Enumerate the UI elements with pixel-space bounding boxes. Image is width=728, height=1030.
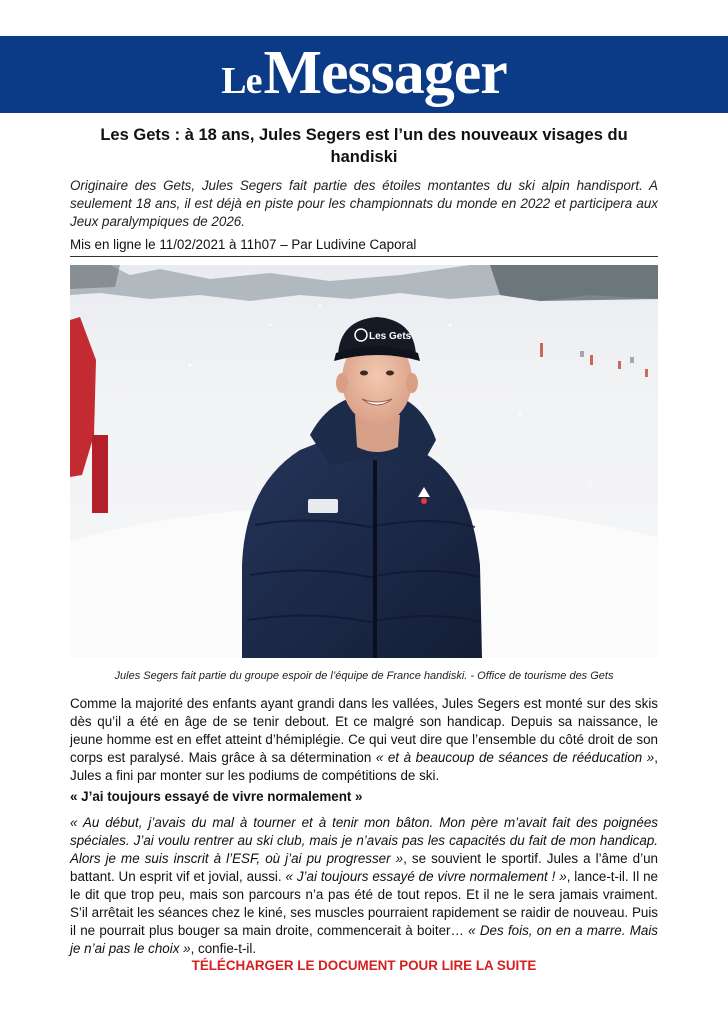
paragraph-2-quote-1: « Au début, j’avais du mal à tourner et à tenir mon bâton. Mon père m’avait fait des poignées spéciales. J’ai voulu rentrer au ski club, mais je n’avais pas les capacités du fait de mon handicap. Alors je me suis inscrit à l’ESF, où j’ai pu progresser » [70, 815, 658, 866]
article-headline: Les Gets : à 18 ans, Jules Segers est l’un des nouveaux visages du handiski [100, 126, 628, 166]
article-lede: Originaire des Gets, Jules Segers fait partie des étoiles montantes du ski alpin handisport. A seulement 18 ans, il est déjà en piste pour les championnats du monde en 2022 et participera aux Jeux paralympiques de 2026. [70, 178, 658, 229]
article-paragraph-2 [70, 814, 658, 958]
masthead [0, 36, 728, 113]
logo-main: Messager [263, 38, 507, 107]
paragraph-1-quote: « et à beaucoup de séances de rééducation » [375, 750, 655, 765]
article-paragraph-1 [70, 695, 658, 785]
paragraph-2-quote-2: « J’ai toujours essayé de vivre normalement ! » [285, 869, 567, 884]
byline-divider [70, 256, 658, 257]
paragraph-2-text-3: , confie-t-il. [190, 941, 257, 956]
article-photo [70, 265, 658, 658]
cap-logo-text: Les Gets [369, 331, 412, 342]
article-subheading: « J’ai toujours essayé de vivre normalement » [70, 789, 363, 804]
logo-prefix: Le [221, 59, 262, 102]
article-byline: Mis en ligne le 11/02/2021 à 11h07 – Par Ludivine Caporal [70, 237, 417, 252]
paragraph-1-text-b: , Jules a fini par monter sur les podiums de compétitions de ski. [70, 750, 658, 783]
paragraph-2-quote-3: « Des fois, on en a marre. Mais je n’ai pas le choix » [70, 923, 658, 956]
paragraph-2-text-2: , lance-t-il. Il ne le dit que trop peu, mais son parcours n’a pas été de tout repos. Et il ne le sera jamais vraiment. S’il arrêtait les séances chez le kiné, ses muscles pourraient rapidement se raidir de nouveau. Puis il ne pourrait plus bouger sa main droite, commencerait à boiter… [70, 869, 658, 938]
download-document-link[interactable]: TÉLÉCHARGER LE DOCUMENT POUR LIRE LA SUITE [191, 958, 537, 973]
paragraph-1-text-a: Comme la majorité des enfants ayant grandi dans les vallées, Jules Segers est monté sur des skis dès qu’il a été en âge de se tenir debout. Et ce malgré son handicap. Depuis sa naissance, le jeune homme est en effet atteint d’hémiplégie. Ce qui veut dire que l’ensemble du côté droit de son corps est paralysé. Mais grâce à sa détermination [70, 696, 658, 765]
site-logo[interactable] [221, 38, 507, 107]
photo-caption: Jules Segers fait partie du groupe espoir de l’équipe de France handiski. - Office de tourisme des Gets [114, 670, 614, 682]
paragraph-2-text-1: , se souvient le sportif. Jules a l’âme d’un battant. Un esprit vif et jovial, aussi. [70, 851, 658, 884]
